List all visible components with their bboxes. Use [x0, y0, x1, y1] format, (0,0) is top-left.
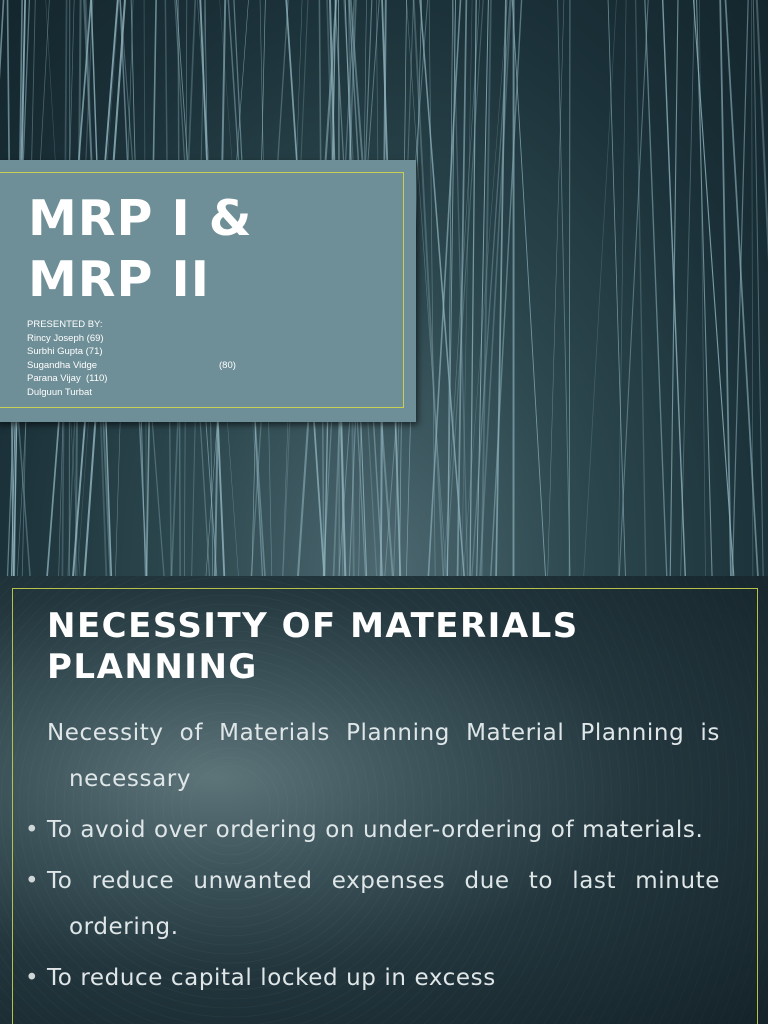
background-line — [584, 0, 617, 576]
background-line — [732, 0, 748, 576]
background-line — [618, 0, 626, 576]
bullet-icon: • — [25, 868, 40, 894]
background-line — [414, 0, 444, 576]
background-line — [548, 0, 564, 576]
bullet-item — [25, 807, 720, 853]
background-line — [681, 0, 695, 576]
background-line — [670, 0, 678, 576]
intro-paragraph: Necessity of Materials Planning Material Planning is necessary — [47, 720, 720, 792]
heading-line-2: PLANNING — [47, 647, 258, 687]
presenter-name: Rincy Joseph (69) — [27, 332, 104, 344]
presenter-name: Dulguun Turbat — [27, 386, 92, 398]
bullet-icon: • — [25, 965, 40, 991]
background-line — [693, 0, 733, 576]
background-line — [470, 0, 476, 576]
presenter-1 — [27, 332, 287, 346]
background-line — [428, 0, 460, 576]
background-line — [558, 0, 571, 576]
title-panel — [0, 160, 416, 422]
presenter-name: Sugandha Vidge — [27, 359, 98, 371]
presenter-4 — [27, 372, 287, 386]
background-line — [512, 0, 545, 576]
title-line-1: MRP I & — [28, 190, 253, 247]
heading-line-1: NECESSITY OF MATERIALS — [47, 606, 579, 646]
presented-by-label: PRESENTED BY: — [27, 319, 103, 330]
bullet-text: To reduce unwanted expenses due to last minute ordering. — [47, 868, 720, 940]
bullet-text: To reduce capital locked up in excess — [47, 965, 496, 991]
background-line — [645, 0, 667, 576]
presenter-3 — [27, 359, 287, 373]
title-line-2: MRP II — [28, 251, 210, 308]
bullet-icon: • — [25, 817, 40, 843]
bullet-item — [25, 955, 720, 1001]
background-line — [444, 0, 480, 576]
bullet-text: To avoid over ordering on under-ordering of materials. — [47, 817, 704, 843]
presenter-2 — [27, 345, 287, 359]
slide-body — [25, 710, 720, 1001]
content-slide — [0, 576, 768, 1024]
background-line — [569, 0, 570, 576]
presenters-list — [27, 318, 287, 400]
presenter-name: Surbhi Gupta (71) — [27, 346, 103, 358]
slide-heading — [47, 606, 727, 688]
presenter-number: (80) — [219, 359, 236, 371]
bullet-item — [25, 858, 720, 950]
background-line — [608, 0, 625, 576]
presenter-name: Parana Vijay (110) — [27, 373, 108, 385]
main-title — [28, 188, 388, 310]
presenter-5 — [27, 386, 287, 400]
background-line — [429, 0, 435, 576]
background-line — [725, 0, 757, 576]
background-line — [720, 0, 731, 576]
